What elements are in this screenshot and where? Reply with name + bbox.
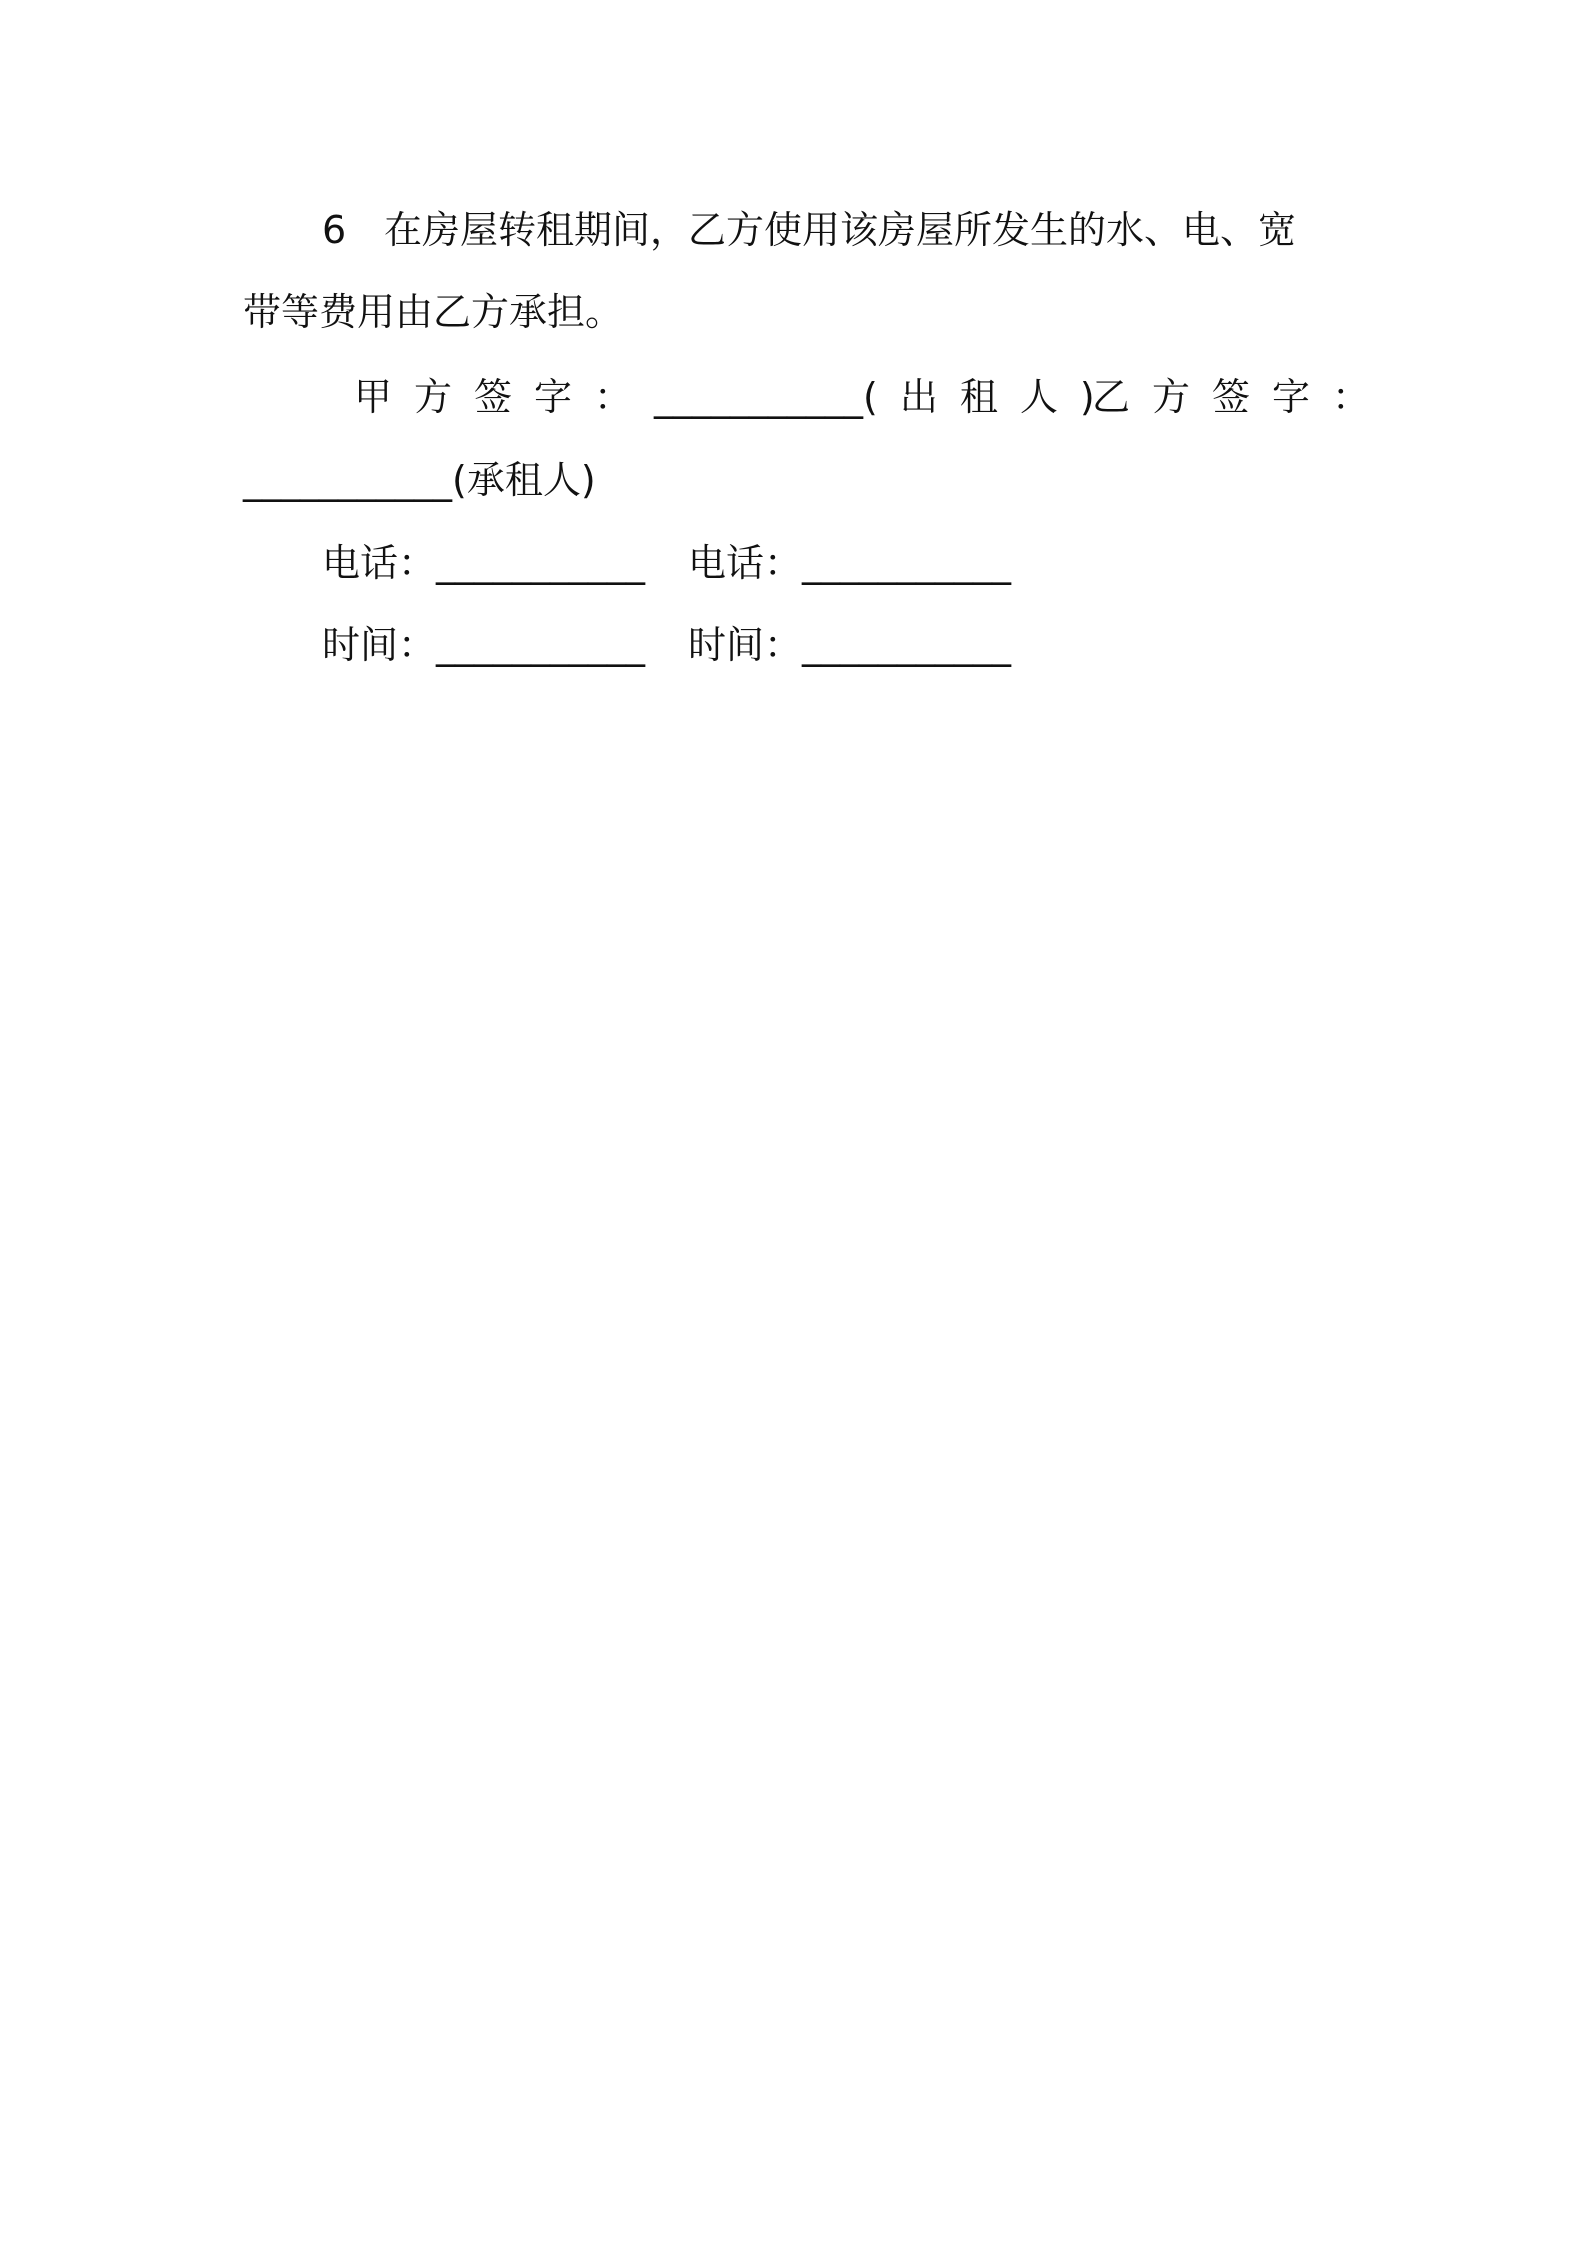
clause-text-line-2: 带等费用由乙方承担。 — [243, 290, 624, 334]
party-a-role: (出租人) — [863, 375, 1117, 419]
party-b-signature-blank: ___________ — [243, 458, 452, 502]
party-b-signature-label-wrap — [1092, 372, 1392, 422]
party-b-time-label: 时间： — [688, 623, 803, 667]
party-b-signature-line — [243, 455, 596, 505]
party-a-signature-label: 甲方签字： — [354, 375, 655, 419]
clause-number: 6 — [322, 208, 347, 252]
time-row-b — [688, 620, 1011, 670]
party-b-phone-label: 电话： — [688, 541, 803, 585]
party-a-phone-blank: ___________ — [436, 541, 646, 585]
phone-row-b — [688, 538, 1011, 588]
party-a-time-blank: ___________ — [436, 623, 646, 667]
party-b-phone-blank: ___________ — [802, 541, 1012, 585]
clause-text-line-1: 在房屋转租期间，乙方使用该房屋所发生的水、电、宽 — [384, 208, 1297, 252]
clause-6-line-2 — [243, 287, 623, 337]
party-a-time-label: 时间： — [322, 623, 437, 667]
time-row — [322, 620, 645, 670]
party-b-time-blank: ___________ — [802, 623, 1012, 667]
party-a-signature-line — [354, 372, 1117, 422]
party-b-role: (承租人) — [452, 458, 596, 502]
party-a-signature-blank: ___________ — [654, 375, 864, 419]
clause-6-line-1 — [322, 205, 1296, 255]
phone-row — [322, 538, 645, 588]
party-b-signature-label: 乙方签字： — [1092, 375, 1393, 419]
party-a-phone-label: 电话： — [322, 541, 437, 585]
